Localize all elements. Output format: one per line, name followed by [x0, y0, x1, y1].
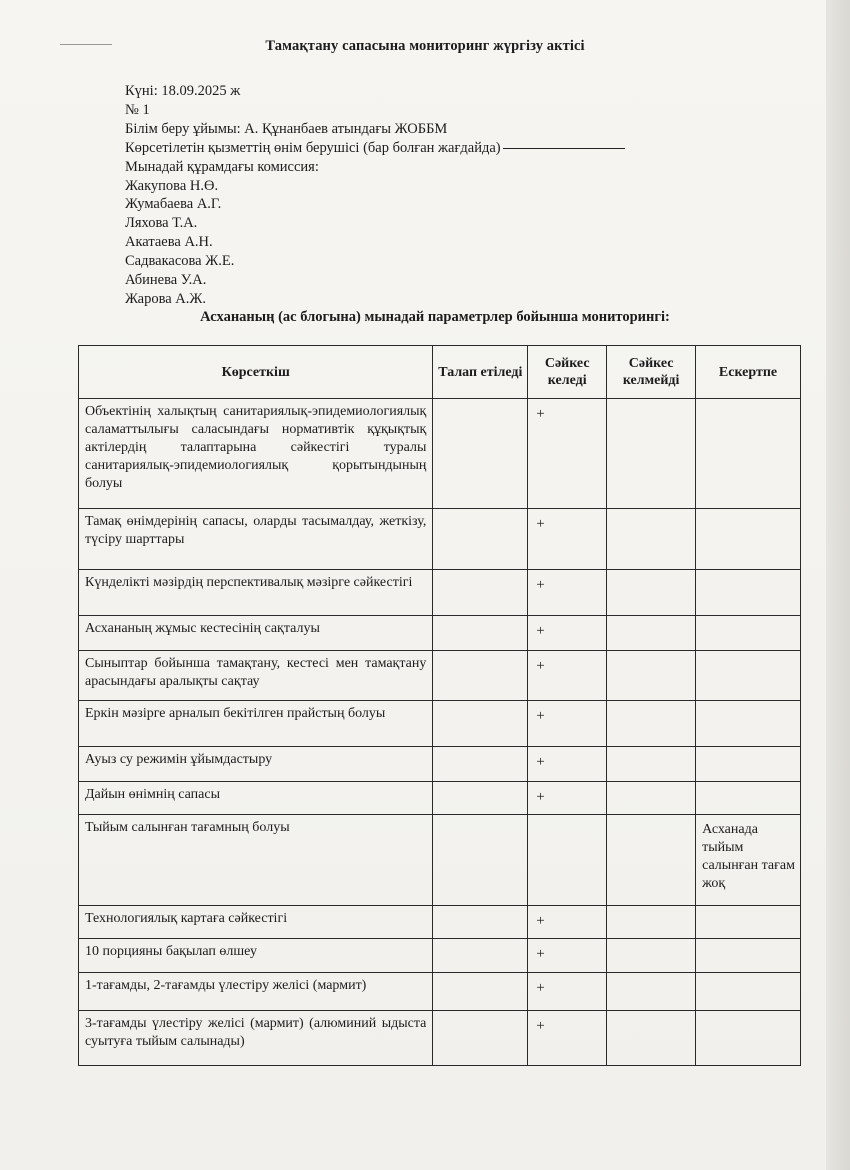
not-complies-cell: [607, 616, 696, 651]
note-cell: [696, 570, 801, 616]
commission-member: Абинева У.А.: [125, 272, 207, 289]
required-cell: [433, 906, 528, 939]
not-complies-cell: [607, 1011, 696, 1066]
indicator-cell: Объектінің халықтың санитариялық-эпидемиологиялық саламаттылығы саласындағы нормативтік құқықтық актілердің талаптарына сәйкестігі туралы санитариялық-эпидемиологиялық қорытындының болуы: [79, 399, 433, 509]
note-cell: Асханада тыйым салынған тағам жоқ: [696, 815, 801, 906]
complies-cell: +: [528, 616, 607, 651]
indicator-cell: Күнделікті мәзірдің перспективалық мәзірге сәйкестігі: [79, 570, 433, 616]
complies-cell: +: [528, 906, 607, 939]
table-row: [79, 747, 801, 782]
note-cell: [696, 747, 801, 782]
provider-blank: [503, 148, 625, 149]
note-cell: [696, 939, 801, 973]
not-complies-cell: [607, 939, 696, 973]
commission-member: Акатаева А.Н.: [125, 234, 213, 251]
complies-cell: +: [528, 399, 607, 509]
not-complies-cell: [607, 906, 696, 939]
complies-cell: +: [528, 747, 607, 782]
not-complies-cell: [607, 782, 696, 815]
note-cell: [696, 973, 801, 1011]
commission-label: Мынадай құрамдағы комиссия:: [125, 158, 319, 175]
note-cell: [696, 701, 801, 747]
table-row: [79, 939, 801, 973]
required-cell: [433, 939, 528, 973]
table-row: [79, 815, 801, 906]
required-cell: [433, 782, 528, 815]
indicator-cell: Ауыз су режимін ұйымдастыру: [79, 747, 433, 782]
not-complies-cell: [607, 509, 696, 570]
complies-cell: +: [528, 1011, 607, 1066]
required-cell: [433, 651, 528, 701]
table-row: [79, 616, 801, 651]
header-not-complies: Сәйкес келмейді: [607, 346, 696, 399]
table-row: [79, 701, 801, 747]
header-required: Талап етіледі: [433, 346, 528, 399]
complies-cell: +: [528, 973, 607, 1011]
section-subtitle: Асхананың (ас блогына) мынадай параметрлер бойынша мониторингі:: [200, 309, 670, 325]
complies-cell: +: [528, 509, 607, 570]
required-cell: [433, 973, 528, 1011]
table-row: [79, 1011, 801, 1066]
indicator-cell: Дайын өнімнің сапасы: [79, 782, 433, 815]
note-cell: [696, 651, 801, 701]
provider-line: [125, 139, 625, 158]
not-complies-cell: [607, 815, 696, 906]
required-cell: [433, 701, 528, 747]
indicator-cell: Еркін мәзірге арналып бекітілген прайстың болуы: [79, 701, 433, 747]
required-cell: [433, 570, 528, 616]
table-row: [79, 973, 801, 1011]
commission-member: Жумабаева А.Г.: [125, 196, 222, 213]
not-complies-cell: [607, 651, 696, 701]
note-cell: [696, 509, 801, 570]
commission-member: Жакупова Н.Ө.: [125, 177, 219, 194]
complies-cell: +: [528, 701, 607, 747]
indicator-cell: 10 порцияны бақылап өлшеу: [79, 939, 433, 973]
organization-line: Білім беру ұйымы: А. Құнанбаев атындағы ЖОББМ: [125, 120, 448, 137]
table-row: [79, 399, 801, 509]
not-complies-cell: [607, 399, 696, 509]
indicator-cell: Технологиялық картаға сәйкестігі: [79, 906, 433, 939]
commission-member: Жарова А.Ж.: [125, 290, 206, 307]
indicator-cell: Тыйым салынған тағамның болуы: [79, 815, 433, 906]
not-complies-cell: [607, 973, 696, 1011]
note-cell: [696, 906, 801, 939]
document-title: Тамақтану сапасына мониторинг жүргізу актісі: [265, 38, 585, 54]
table-row: [79, 570, 801, 616]
monitoring-table: [78, 345, 801, 1066]
complies-cell: +: [528, 782, 607, 815]
note-cell: [696, 1011, 801, 1066]
complies-cell: +: [528, 939, 607, 973]
required-cell: [433, 747, 528, 782]
complies-cell: [528, 815, 607, 906]
not-complies-cell: [607, 747, 696, 782]
scan-edge: [826, 0, 850, 1170]
table-header-row: [79, 346, 801, 399]
header-complies: Сәйкес келеді: [528, 346, 607, 399]
note-cell: [696, 399, 801, 509]
required-cell: [433, 1011, 528, 1066]
provider-label: Көрсетілетін қызметтің өнім берушісі (бар болған жағдайда): [125, 139, 501, 156]
table-row: [79, 651, 801, 701]
indicator-cell: Сыныптар бойынша тамақтану, кестесі мен тамақтану арасындағы аралықты сақтау: [79, 651, 433, 701]
commission-member: Садвакасова Ж.Е.: [125, 253, 235, 270]
required-cell: [433, 399, 528, 509]
required-cell: [433, 616, 528, 651]
indicator-cell: 3-тағамды үлестіру желісі (мармит) (алюминий ыдыста суытуға тыйым салынады): [79, 1011, 433, 1066]
table-row: [79, 906, 801, 939]
not-complies-cell: [607, 701, 696, 747]
note-cell: [696, 782, 801, 815]
header-note: Ескертпе: [696, 346, 801, 399]
required-cell: [433, 509, 528, 570]
required-cell: [433, 815, 528, 906]
header-indicator: Көрсеткіш: [79, 346, 433, 399]
indicator-cell: Тамақ өнімдерінің сапасы, оларды тасымалдау, жеткізу, түсіру шарттары: [79, 509, 433, 570]
act-number: № 1: [125, 101, 150, 118]
complies-cell: +: [528, 570, 607, 616]
table-row: [79, 782, 801, 815]
indicator-cell: 1-тағамды, 2-тағамды үлестіру желісі (мармит): [79, 973, 433, 1011]
table-row: [79, 509, 801, 570]
indicator-cell: Асхананың жұмыс кестесінің сақталуы: [79, 616, 433, 651]
date-line: Күні: 18.09.2025 ж: [125, 83, 241, 99]
complies-cell: +: [528, 651, 607, 701]
document-header: [125, 82, 625, 309]
note-cell: [696, 616, 801, 651]
not-complies-cell: [607, 570, 696, 616]
commission-member: Ляхова Т.А.: [125, 215, 198, 232]
